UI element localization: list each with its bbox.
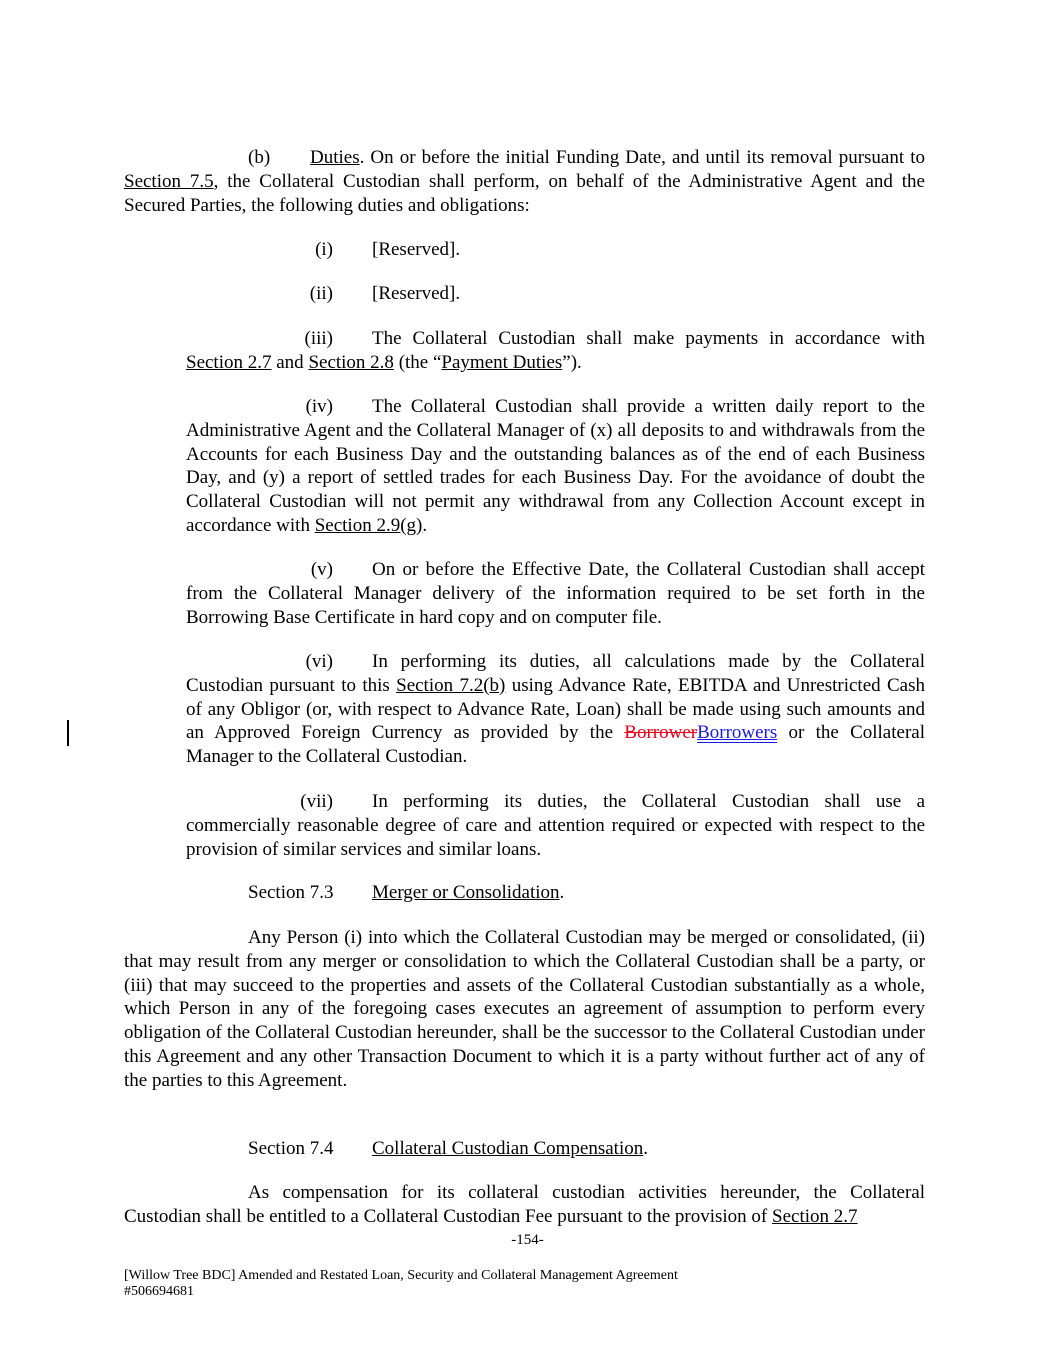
section-heading-7-4	[248, 1137, 648, 1161]
footer-title: [Willow Tree BDC] Amended and Restated Loan, Security and Collateral Management Agreement	[124, 1268, 678, 1283]
text-run: In performing its duties, all calculations made by the Collateral Custodian pursuant to this	[186, 651, 925, 696]
cross-reference: Duties	[310, 147, 360, 168]
text-run: and	[271, 351, 309, 373]
paragraph-label: (ii)	[309, 283, 333, 304]
change-bar	[67, 720, 69, 746]
cross-reference: Section 2.8	[308, 351, 394, 373]
paragraph-iii	[186, 327, 925, 375]
paragraph-vii	[186, 790, 925, 861]
text-run: , the Collateral Custodian shall perform, on behalf of the Administrative Agent and the Secured Parties, the following duties and obligations:	[124, 170, 925, 216]
paragraph-label: (iv)	[305, 396, 333, 417]
text-run: [Reserved].	[372, 283, 461, 304]
cross-reference: Payment Duties	[441, 351, 563, 373]
text-run: [Reserved].	[372, 239, 461, 260]
text-run: or the Collateral Manager to the Collateral Custodian.	[186, 722, 925, 767]
paragraph-label: (i)	[315, 239, 333, 260]
footer	[124, 1268, 678, 1300]
section-punct: .	[559, 882, 565, 903]
paragraph-ii	[186, 282, 925, 306]
paragraph-label: (v)	[310, 559, 333, 580]
text-run: ”).	[562, 351, 582, 373]
text-run: Any Person (i) into which the Collateral Custodian may be merged or consolidated, (ii) that may result from any merger or consolidation to which the Collateral Custodian shall be a party, or (iii) that may succeed to the properties and assets of the Collateral Custodian substantially as a whole, which Person in any of the foregoing cases executes an agreement of assumption to perform every obligation of the Collateral Custodian hereunder, shall be the successor to the Collateral Custodian under this Agreement and any other Transaction Document to which it is a party without further act of any of the parties to this Agreement.	[124, 927, 925, 1091]
paragraph-label: (b)	[248, 147, 271, 168]
cross-reference: Section 2.7	[186, 351, 272, 373]
text-run: The Collateral Custodian shall provide a written daily report to the Administrative Agent and the Collateral Manager of (x) all deposits to and withdrawals from the Accounts for each Business Day and the outstanding balances as of the end of each Business Day, and (y) a report of settled trades for each Business Day. For the avoidance of doubt the Collateral Custodian will not permit any withdrawal from any Collection Account except in accordance with	[186, 396, 925, 536]
paragraph-iv	[186, 395, 925, 538]
paragraph-label: (iii)	[304, 328, 333, 349]
section-number: Section 7.3	[248, 882, 334, 903]
section-number: Section 7.4	[248, 1138, 334, 1159]
paragraph-v	[186, 558, 925, 629]
cross-reference: Section 7.2(b)	[396, 674, 506, 696]
cross-reference: Section 2.7	[772, 1205, 858, 1227]
text-run: The Collateral Custodian shall make payments in accordance with	[372, 328, 925, 349]
paragraph-compensation	[124, 1181, 925, 1229]
paragraph-b-duties	[124, 146, 925, 217]
paragraph-label: (vii)	[300, 791, 333, 812]
text-run: . On or before the initial Funding Date, and until its removal pursuant to	[359, 147, 925, 168]
cross-reference: Section 7.5	[124, 170, 214, 192]
section-title: Merger or Consolidation	[372, 882, 560, 903]
paragraph-vi	[186, 650, 925, 769]
text-run: As compensation for its collateral custodian activities hereunder, the Collateral Custodian shall be entitled to a Collateral Custodian Fee pursuant to the provision of	[124, 1182, 925, 1227]
text-run: On or before the Effective Date, the Collateral Custodian shall accept from the Collateral Manager delivery of the information required to be set forth in the Borrowing Base Certificate in hard copy and on computer file.	[186, 559, 925, 628]
paragraph-i	[186, 238, 925, 262]
section-heading-7-3	[248, 881, 564, 905]
deleted-text: Borrower	[624, 722, 698, 744]
text-run: In performing its duties, the Collateral Custodian shall use a commercially reasonable degree of care and attention required or expected with respect to the provision of similar services and similar loans.	[186, 791, 925, 860]
section-punct: .	[643, 1138, 648, 1159]
page-number: -154-	[511, 1232, 544, 1248]
text-run: .	[422, 514, 428, 536]
section-title: Collateral Custodian Compensation	[372, 1138, 644, 1159]
text-run: (the “	[393, 351, 442, 373]
paragraph-merger	[124, 926, 925, 1092]
paragraph-label: (vi)	[305, 651, 333, 672]
inserted-text: Borrowers	[697, 722, 778, 744]
cross-reference: Section 2.9(g)	[314, 514, 423, 536]
text-run: using Advance Rate, EBITDA and Unrestricted Cash of any Obligor (or, with respect to Advance Rate, Loan) shall be made using such amounts and an Approved Foreign Currency as provided by the	[186, 674, 925, 744]
footer-doc-number: #506694681	[124, 1284, 194, 1299]
